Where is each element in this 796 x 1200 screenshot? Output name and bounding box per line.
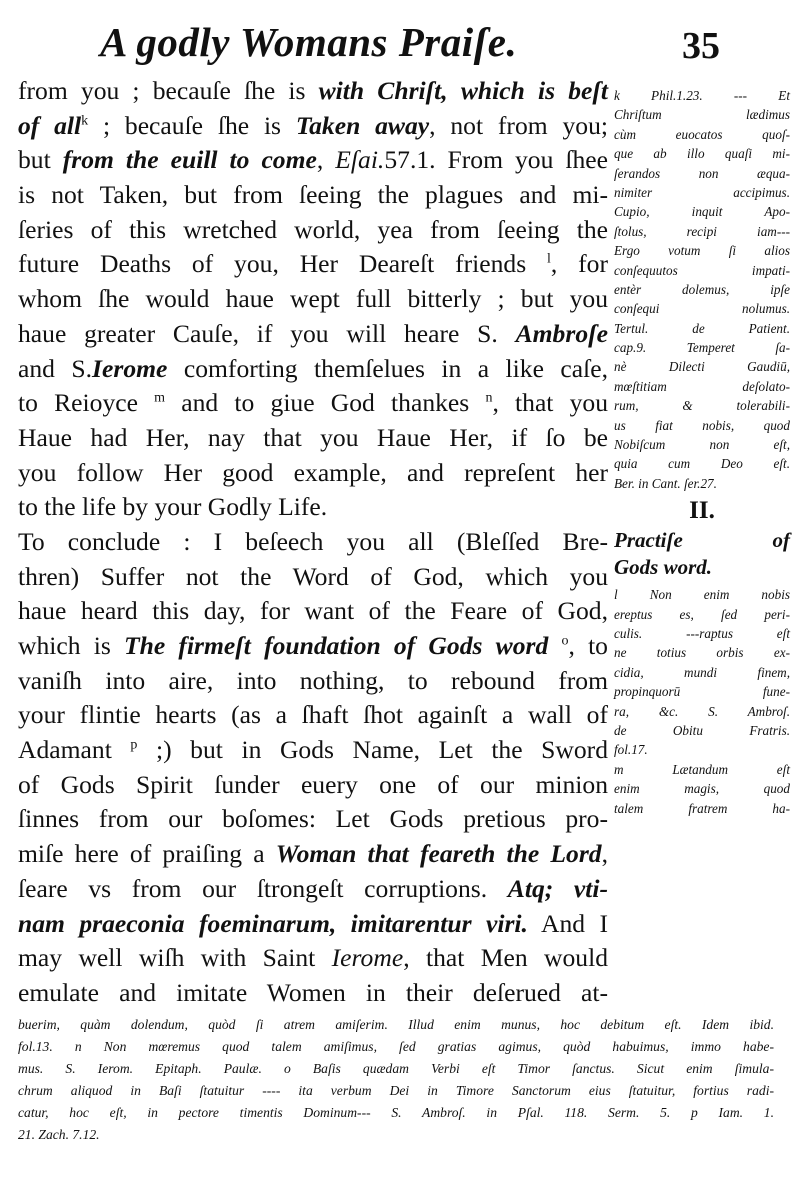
running-title: A godly Womans Praiſe. (100, 19, 518, 65)
emphasis-run: Woman that feareth the Lord (275, 839, 602, 869)
text-run: ſeries of this wretched world, yea from ſeeing the (18, 214, 608, 244)
note-line: Practiſe of (614, 528, 790, 553)
note-line: que ab illo quaſi mi- (614, 146, 790, 162)
text-line (18, 282, 608, 317)
text-line (18, 74, 608, 109)
emphasis-run: of all (18, 110, 82, 140)
note-line: ereptus es, ſed peri- (614, 606, 790, 622)
emphasis-run: Ierome (331, 943, 404, 973)
margin-notes-column (614, 86, 790, 818)
note-line: mœſtitiam deſolato- (614, 378, 790, 394)
text-run: of Gods Spirit ſunder euery one of our minion (18, 769, 608, 799)
note-line: cùm euocatos quoſ- (614, 126, 790, 142)
text-line (18, 594, 608, 629)
text-line (18, 698, 608, 733)
margin-note-l (614, 585, 790, 760)
text-run: may well wiſh with Saint (18, 943, 332, 973)
note-line: mus. S. Ierom. Epitaph. Paulæ. o Baſis quædam Verbi eſt Timor ſanctus. Sicut enim ſimula- (18, 1061, 774, 1076)
text-line (18, 456, 608, 491)
text-run: Adamant (18, 735, 131, 765)
note-line: nimiter accipimus. (614, 184, 790, 200)
text-line (18, 768, 608, 803)
text-run: , to (568, 631, 608, 660)
note-line: ne totius orbis ex- (614, 645, 790, 661)
text-line (18, 421, 608, 456)
text-run: , that Men would (403, 943, 608, 973)
text-line (18, 352, 608, 387)
text-run: comforting themſelues in a like caſe, (167, 353, 608, 383)
note-line: entèr dolemus, ipſe (614, 281, 790, 297)
text-run: is not Taken, but from ſeeing the plagues and mi- (18, 180, 608, 210)
text-line (18, 178, 608, 213)
note-reference: n (485, 390, 493, 406)
text-run: haue greater Cauſe, if you will heare S. (18, 318, 516, 348)
text-run: to Reioyce (18, 388, 155, 418)
note-line: ſtolus, recipi iam--- (614, 223, 790, 239)
section-numeral: II. (689, 497, 715, 525)
emphasis-run: Eſai. (335, 145, 385, 175)
emphasis-run: nam praeconia foeminarum, imitarentur viri. (18, 908, 528, 938)
text-line (18, 143, 608, 178)
text-line (18, 872, 608, 907)
text-line (18, 802, 608, 837)
note-line: nè Dilecti Gaudiū, (614, 359, 790, 375)
text-run: vaniſh into aire, into nothing, to rebound from (18, 665, 608, 695)
emphasis-run: Taken away (295, 110, 430, 140)
text-run: , (316, 145, 336, 175)
text-run: your flintie hearts (as a ſhaft ſhot againſt a wall of (18, 700, 608, 730)
note-reference: o (561, 633, 569, 649)
text-run: To conclude : I beſeech you all (Bleſſed Bre- (18, 526, 608, 556)
text-line (18, 525, 608, 560)
text-run: ; becauſe ſhe is (88, 110, 296, 140)
note-line: conſequi nolumus. (614, 301, 790, 317)
note-line: Cupio, inquit Apo- (614, 204, 790, 220)
text-line (18, 733, 608, 768)
note-line: catur, hoc eſt, in pectore timentis Dominum--- S. Ambroſ. in Pſal. 118. Serm. 5. p Iam. 1. (18, 1105, 774, 1120)
section-title (614, 527, 790, 581)
text-line (18, 837, 608, 872)
text-run: , (601, 839, 608, 869)
text-run: from you ; becauſe ſhe is (18, 76, 319, 105)
note-line: Ber. in Cant. ſer.27. (614, 475, 717, 491)
note-line: k Phil.1.23. --- Et (614, 88, 790, 103)
note-line: culis. ---raptus eſt (614, 625, 790, 641)
note-line: talem fratrem ha- (614, 800, 790, 816)
note-line: Ergo votum ſi alios (614, 243, 790, 259)
text-run: thren) Suffer not the Word of God, which you (18, 561, 608, 591)
text-run: haue heard this day, for want of the Feare of God, (18, 596, 608, 626)
text-run: And I (527, 908, 609, 938)
text-line (18, 109, 608, 144)
note-line: buerim, quàm dolendum, quòd ſi atrem amiſerim. Illud enim munus, hoc debitum eſt. Idem ibid. (18, 1017, 774, 1032)
note-line: Tertul. de Patient. (614, 320, 790, 336)
note-line: fol.17. (614, 742, 648, 758)
text-line (18, 560, 608, 595)
text-run: emulate and imitate Women in their deſerued at- (18, 977, 608, 1007)
text-line (18, 629, 608, 664)
text-line (18, 976, 608, 1011)
note-line: ra, &c. S. Ambroſ. (614, 703, 790, 719)
note-reference: m (154, 390, 166, 406)
text-run (548, 631, 561, 660)
note-reference: k (81, 113, 89, 129)
emphasis-run: Ierome (92, 353, 168, 383)
text-run: and to giue God thankes (165, 388, 486, 418)
note-line: propinquorū fune- (614, 684, 790, 700)
note-reference: l (547, 251, 551, 267)
page-number: 35 (682, 25, 720, 67)
text-run: , not from you; (429, 110, 608, 140)
note-line: cidia, mundi finem, (614, 664, 790, 680)
note-line: fol.13. n Non mœremus quod talem amiſimus, ſed gratias agimus, quòd habuimus, immo habe- (18, 1039, 774, 1054)
text-line (18, 941, 608, 976)
note-line: 21. Zach. 7.12. (18, 1127, 100, 1142)
note-line: Nobiſcum non eſt, (614, 437, 790, 453)
text-line (18, 490, 608, 525)
note-line: quia cum Deo eſt. (614, 456, 790, 472)
text-run: ;) but in Gods Name, Let the Sword (137, 735, 608, 765)
note-line: Gods word. (614, 555, 713, 580)
margin-note-k (614, 86, 790, 493)
margin-note-m (614, 760, 790, 818)
footnotes-block (18, 1014, 774, 1146)
note-line: enim magis, quod (614, 781, 790, 797)
note-line: us fiat nobis, quod (614, 417, 790, 433)
text-line (18, 247, 608, 282)
note-line: Chriſtum lædimus (614, 107, 790, 123)
text-run: , that you (492, 388, 609, 418)
text-line (18, 907, 608, 942)
emphasis-run: The firmeſt foundation of Gods word (124, 631, 549, 660)
text-line (18, 386, 608, 421)
text-line (18, 664, 608, 699)
text-run: which is (18, 631, 124, 660)
text-run: but (18, 145, 63, 175)
note-line: ſerandos non æqua- (614, 165, 790, 181)
note-line: de Obitu Fratris. (614, 722, 790, 738)
text-run: , for (550, 249, 609, 279)
text-line (18, 317, 608, 352)
emphasis-run: with Chriſt, which is beſt (318, 76, 608, 105)
note-line: m Lætandum eſt (614, 761, 790, 777)
text-run: miſe here of praiſing a (18, 839, 276, 869)
note-reference: p (130, 737, 138, 753)
text-run: you follow Her good example, and repreſent her (18, 457, 608, 487)
text-run: ſinnes from our boſomes: Let Gods pretious pro- (18, 804, 608, 834)
text-line (18, 213, 608, 248)
note-line: l Non enim nobis (614, 587, 790, 603)
note-line: rum, & tolerabili- (614, 398, 790, 414)
emphasis-run: from the euill to come (62, 145, 317, 175)
note-line: chrum aliquod in Baſi ſtatuitur ---- ita verbum Dei in Timore Sanctorum eius ſtatuitur, fortius radi- (18, 1083, 774, 1098)
emphasis-run: Ambroſe (515, 318, 608, 348)
text-run: future Deaths of you, Her Deareſt friends (18, 249, 548, 279)
text-run: 57.1. From you ſhee (384, 145, 609, 175)
main-text-column (18, 74, 608, 1011)
text-run: Haue had Her, nay that you Haue Her, if ſo be (18, 422, 608, 452)
text-run: to the life by your Godly Life. (18, 492, 328, 522)
emphasis-run: Atq; vti- (507, 873, 608, 903)
text-run: and S. (18, 353, 93, 383)
note-line: conſequutos impati- (614, 262, 790, 278)
text-run: ſeare vs from our ſtrongeſt corruptions. (18, 873, 508, 903)
running-header (0, 14, 796, 72)
text-run: whom ſhe would haue wept full bitterly ; but you (18, 284, 608, 314)
note-line: cap.9. Temperet ſa- (614, 340, 790, 356)
